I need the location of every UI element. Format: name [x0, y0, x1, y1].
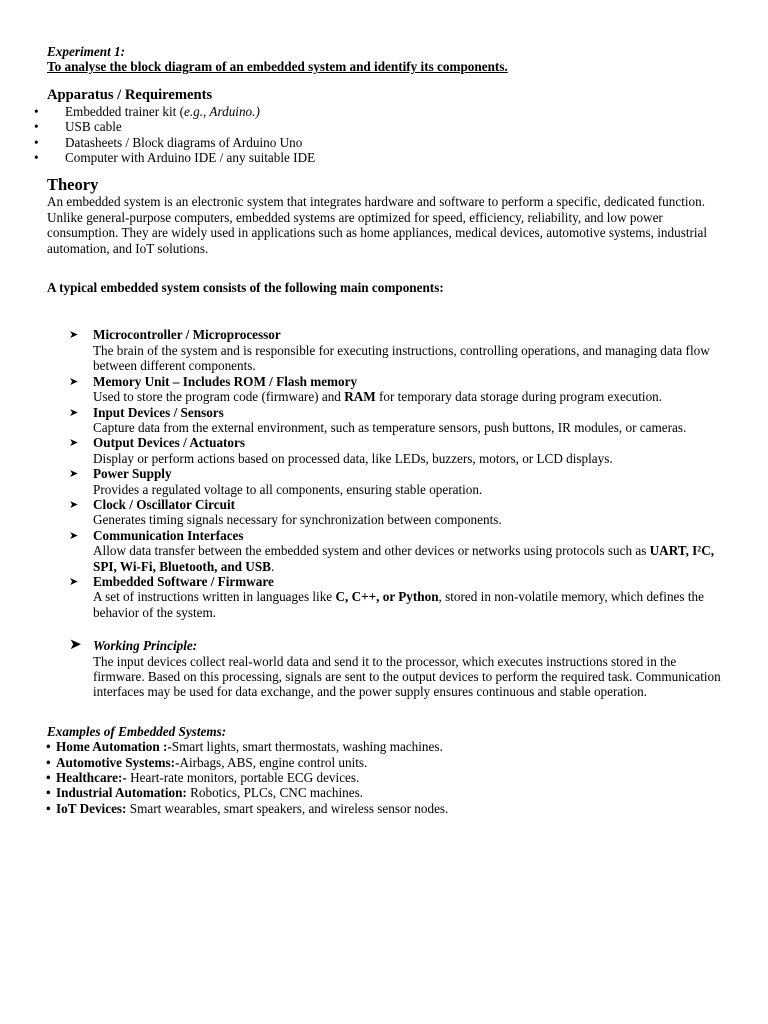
component-item [47, 528, 725, 574]
apparatus-item: • Datasheets / Block diagrams of Arduino Uno [47, 135, 725, 150]
example-item: • Healthcare:- Heart-rate monitors, portable ECG devices. [46, 770, 360, 786]
arrow-bullet-icon: ➤ [69, 467, 79, 481]
component-title: Input Devices / Sensors [93, 404, 224, 420]
bullet-icon: • [46, 800, 51, 816]
component-desc: The brain of the system and is responsible for executing instructions, controlling operations, and managing data flow between different components. [93, 342, 710, 374]
component-title: Clock / Oscillator Circuit [93, 496, 235, 512]
component-item [47, 435, 725, 466]
component-title: Power Supply [93, 466, 172, 482]
apparatus-item: • Computer with Arduino IDE / any suitable IDE [47, 150, 725, 165]
apparatus-list [47, 104, 725, 166]
component-item [47, 374, 725, 405]
component-desc: Used to store the program code (firmware) and RAM for temporary data storage during program execution. [93, 389, 663, 405]
component-item [47, 574, 725, 620]
theory-heading: Theory [47, 175, 99, 195]
working-title: Working Principle: [93, 638, 198, 654]
examples-heading: Examples of Embedded Systems: [47, 723, 227, 739]
theory-paragraph: An embedded system is an electronic system that integrates hardware and software to perform a specific, dedicated function. Unlike general-purpose computers, embedded systems are optimized for speed, efficiency, reliability, and low power consumption. They are widely used in applications such as home appliances, medical devices, automotive systems, industrial automation, and IoT solutions. [47, 194, 708, 256]
arrow-bullet-icon: ➤ [69, 528, 79, 542]
component-title: Microcontroller / Microprocessor [93, 327, 281, 343]
component-item [47, 327, 725, 373]
component-item [47, 466, 725, 497]
bullet-icon: • [46, 754, 51, 770]
working-text: The input devices collect real-world data and send it to the processor, which executes instructions stored in the firmware. Based on this processing, signals are sent to the output devices to perform the required task. Communication interfaces may be used for data exchange, and the power supply ensures continuous and stable operation. [93, 653, 721, 700]
component-desc: Allow data transfer between the embedded system and other devices or networks using protocols such as UART, I²C, SPI, Wi-Fi, Bluetooth, and USB. [93, 543, 715, 574]
working-principle [47, 635, 725, 700]
arrow-bullet-icon: ➤ [69, 405, 79, 419]
component-title: Communication Interfaces [93, 527, 244, 543]
experiment-label: Experiment 1: [47, 44, 126, 59]
bullet-icon: • [46, 785, 51, 801]
component-title: Output Devices / Actuators [93, 435, 246, 451]
experiment-title: To analyse the block diagram of an embedded system and identify its components. [47, 59, 508, 75]
bullet-icon: • [46, 739, 51, 755]
example-item: • Industrial Automation: Robotics, PLCs, CNC machines. [46, 785, 364, 801]
arrow-bullet-icon: ➤ [69, 497, 79, 511]
apparatus-item: • Embedded trainer kit (e.g., Arduino.) [47, 104, 725, 119]
bullet-icon: • [46, 770, 51, 786]
component-desc: Generates timing signals necessary for synchronization between components. [93, 512, 502, 528]
component-desc: Provides a regulated voltage to all components, ensuring stable operation. [93, 481, 483, 497]
component-item [47, 497, 725, 528]
apparatus-heading: Apparatus / Requirements [47, 86, 213, 103]
arrow-bullet-icon: ➤ [69, 436, 79, 450]
component-title: Embedded Software / Firmware [93, 573, 274, 589]
arrow-bullet-icon: ➤ [69, 328, 79, 342]
example-item: • Home Automation :-Smart lights, smart thermostats, washing machines. [46, 739, 443, 755]
example-item: • IoT Devices: Smart wearables, smart speakers, and wireless sensor nodes. [46, 800, 449, 816]
component-desc: Capture data from the external environment, such as temperature sensors, push buttons, IR modules, or cameras. [93, 419, 687, 435]
arrow-bullet-icon: ➤ [69, 574, 79, 588]
apparatus-item: • USB cable [47, 119, 725, 134]
component-desc: A set of instructions written in languages like C, C++, or Python, stored in non-volatile memory, which defines the behavior of the system. [93, 589, 704, 620]
components-intro: A typical embedded system consists of the following main components: [47, 280, 444, 296]
arrow-bullet-icon: ➤ [69, 635, 82, 654]
component-desc: Display or perform actions based on processed data, like LEDs, buzzers, motors, or LCD displays. [93, 450, 613, 466]
document-page [47, 44, 725, 816]
components-list [47, 327, 725, 620]
example-item: • Automotive Systems:-Airbags, ABS, engine control units. [46, 754, 368, 770]
component-item [47, 405, 725, 436]
arrow-bullet-icon: ➤ [69, 374, 79, 388]
component-title: Memory Unit – Includes ROM / Flash memory [93, 373, 358, 389]
examples-section [47, 724, 725, 816]
